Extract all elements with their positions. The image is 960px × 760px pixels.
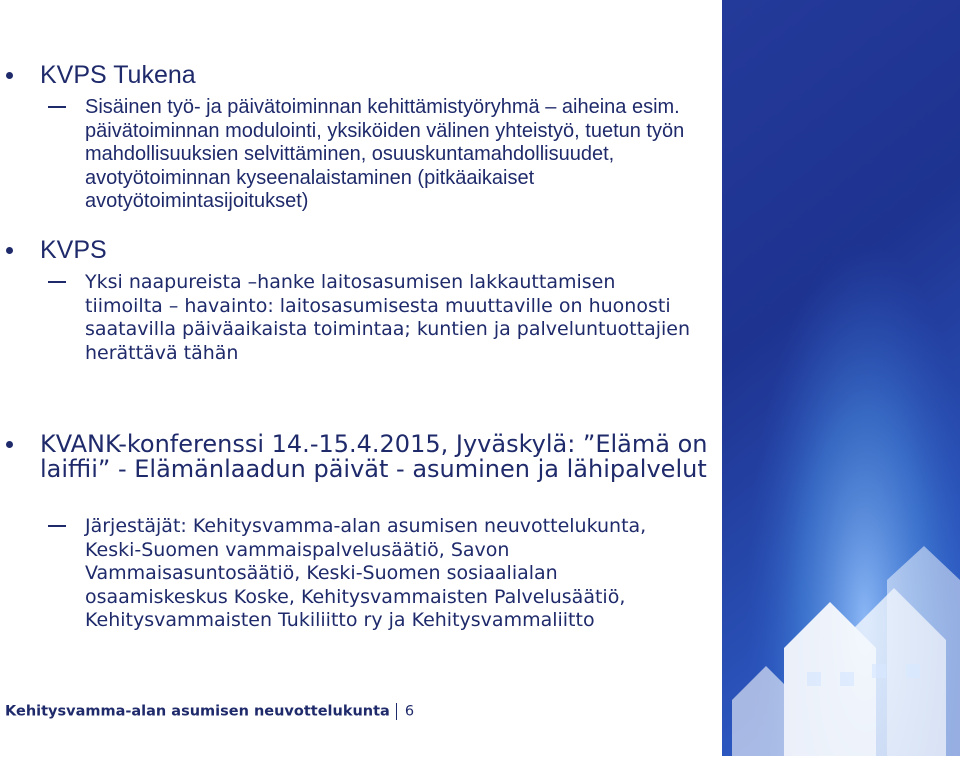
window-shape <box>807 672 821 686</box>
bullet-title: KVANK-konferenssi 14.-15.4.2015, Jyväskylä: ”Elämä on laiffii” - Elämänlaadun päivät - asuminen ja lähipalvelut <box>40 430 708 483</box>
bullet-dot <box>6 247 13 254</box>
bullet-title: KVPS <box>40 236 107 264</box>
page-number: 6 <box>404 703 415 720</box>
footer <box>5 703 414 720</box>
sub-bullet-text: Järjestäjät: Kehitysvamma-alan asumisen neuvottelukunta, Keski-Suomen vammaispalvelusäätiö, Savon Vammaisasuntosäätiö, Keski-Suomen sosiaalialan osaamiskeskus Koske, Kehitysvammaisten Palvelusäätiö, Kehitysvammaisten Tukiliitto ry ja Kehitysvammaliitto <box>85 515 647 631</box>
bullet-dash <box>48 281 66 283</box>
sub-bullet-text: Yksi naapureista –hanke laitosasumisen lakkauttamisen tiimoilta – havainto: laitosasumisesta muuttaville on huonosti saatavilla päiväaikaista toimintaa; kuntien ja palveluntuottajien herättävä tähän <box>85 271 691 364</box>
bullet-dash <box>48 525 66 527</box>
footer-organization: Kehitysvamma-alan asumisen neuvottelukunta <box>5 703 390 720</box>
footer-divider <box>396 703 397 720</box>
house-shape <box>887 546 960 756</box>
window-shape <box>872 664 886 678</box>
bullet-dash <box>48 106 66 108</box>
window-shape <box>906 664 920 678</box>
decorative-side-band <box>722 0 960 756</box>
bullet-title: KVPS Tukena <box>40 61 196 89</box>
window-shape <box>840 672 854 686</box>
sub-bullet-text: Sisäinen työ- ja päivätoiminnan kehittämistyöryhmä – aiheina esim. päivätoiminnan modulointi, yksiköiden välinen yhteistyö, tuetun työn mahdollisuuksien selvittäminen, osuuskuntamahdollisuudet, avotyötoiminnan kyseenalaistaminen (pitkäaikaiset avotyötoimintasijoitukset) <box>85 96 685 212</box>
bullet-dot <box>6 441 13 448</box>
houses-illustration <box>722 0 960 756</box>
bullet-dot <box>6 72 13 79</box>
